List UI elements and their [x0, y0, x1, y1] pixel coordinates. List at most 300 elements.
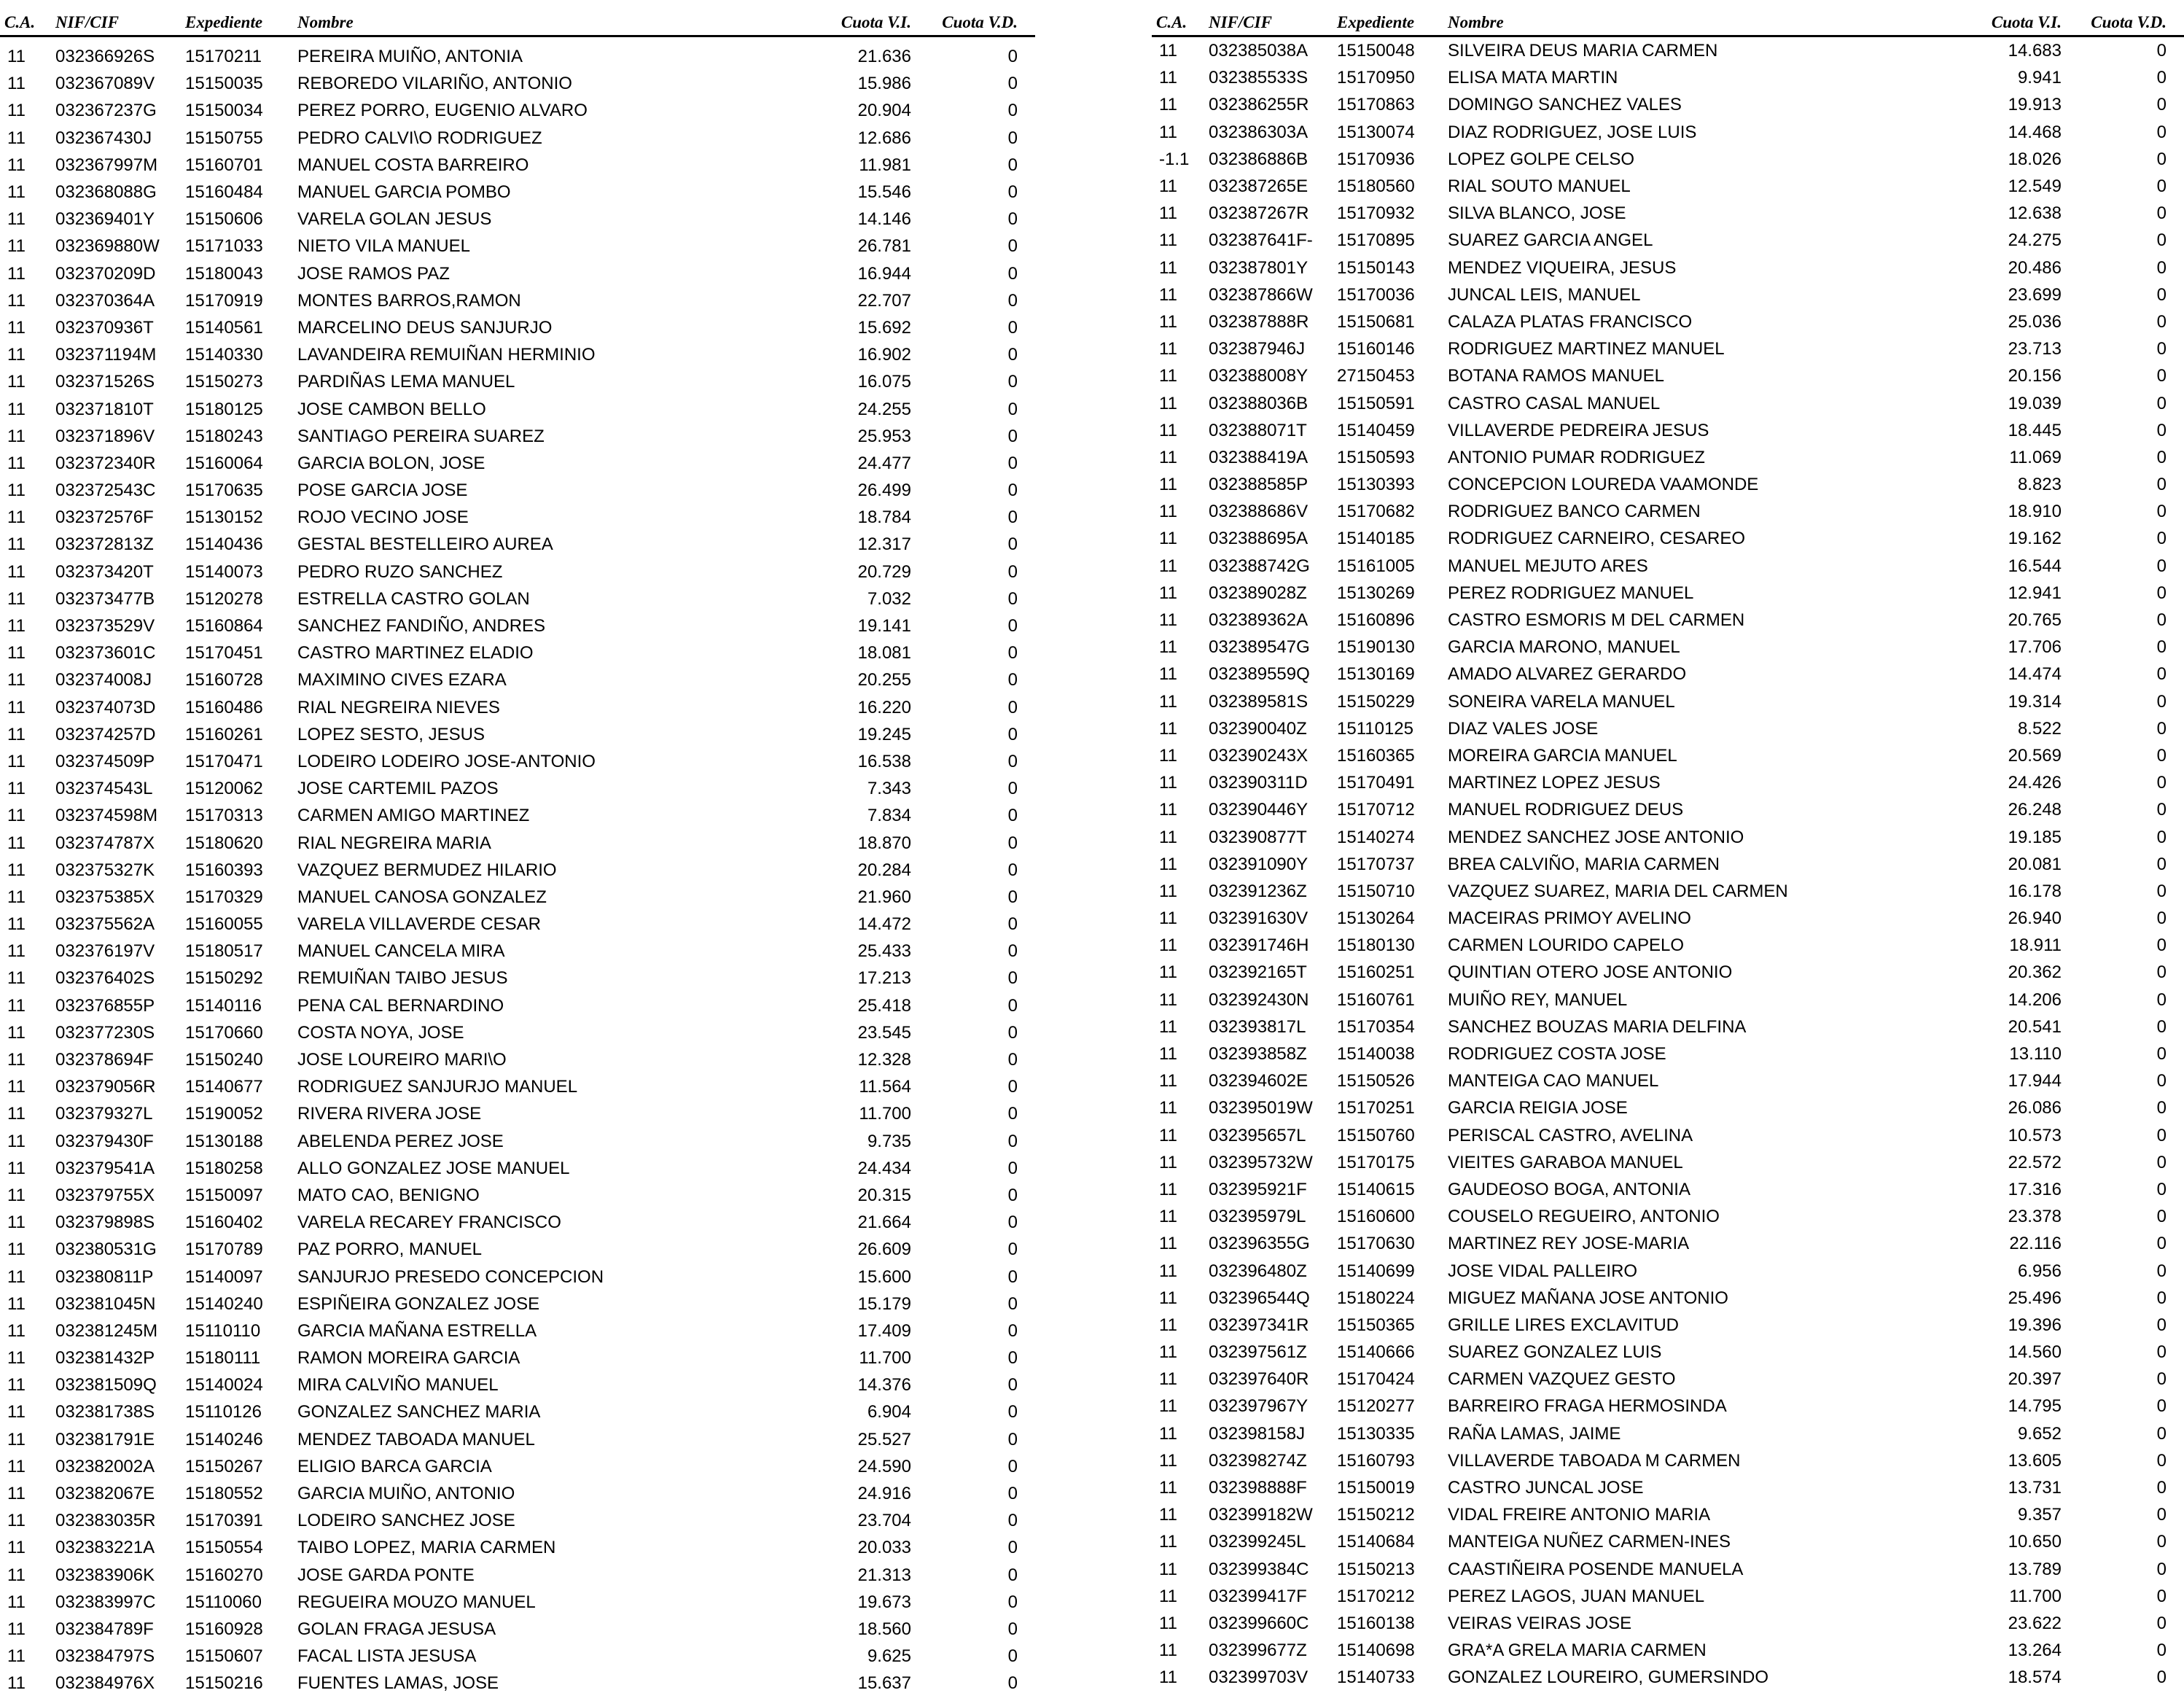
cell-nombre: PEDRO CALVI\O RODRIGUEZ: [297, 128, 542, 148]
cell-cuota-vd: 0: [1007, 643, 1018, 663]
cell-cuota-vd: 0: [2156, 1586, 2167, 1606]
cell-nif: 032375327K: [55, 860, 155, 880]
cell-cuota-vd: 0: [1007, 588, 1018, 609]
cell-ca: 11: [7, 1022, 26, 1043]
table-row: [0, 884, 1035, 911]
cell-expediente: 15170635: [185, 480, 263, 501]
cell-cuota-vd: 0: [1007, 1592, 1018, 1612]
table-row: [0, 1426, 1035, 1453]
cell-cuota-vi: 17.409: [857, 1320, 911, 1341]
cell-nombre: DIAZ VALES JOSE: [1448, 718, 1599, 739]
cell-nombre: SILVEIRA DEUS MARIA CARMEN: [1448, 41, 1718, 61]
cell-cuota-vi: 25.433: [857, 941, 911, 962]
table-row: [0, 992, 1035, 1019]
cell-cuota-vd: 0: [1007, 209, 1018, 230]
cell-nif: 032388419A: [1209, 447, 1309, 467]
cell-cuota-vi: 19.245: [857, 724, 911, 744]
cell-cuota-vi: 13.731: [2008, 1478, 2062, 1498]
cell-cuota-vi: 24.916: [857, 1484, 911, 1504]
table-row: [0, 775, 1035, 802]
cell-cuota-vi: 19.141: [857, 616, 911, 637]
cell-cuota-vd: 0: [2156, 149, 2167, 169]
table-row: [1152, 1067, 2184, 1094]
cell-cuota-vd: 0: [2156, 1315, 2167, 1335]
cell-cuota-vi: 12.686: [857, 128, 911, 148]
table-row: [0, 1046, 1035, 1073]
cell-cuota-vi: 20.315: [857, 1185, 911, 1205]
table-row: [0, 1480, 1035, 1507]
table-row: [1152, 1664, 2184, 1691]
right-table-body: [1152, 36, 2184, 1692]
cell-expediente: 15180243: [185, 426, 263, 446]
cell-expediente: 15170251: [1337, 1098, 1415, 1118]
cell-nif: 032390311D: [1209, 773, 1308, 793]
cell-cuota-vi: 20.284: [857, 860, 911, 880]
cell-cuota-vi: 11.700: [859, 1348, 911, 1369]
table-row: [0, 287, 1035, 314]
cell-nombre: VAZQUEZ BERMUDEZ HILARIO: [297, 860, 557, 880]
cell-cuota-vi: 19.673: [857, 1592, 911, 1612]
cell-nif: 032391090Y: [1209, 854, 1309, 874]
cell-cuota-vi: 25.418: [857, 995, 911, 1016]
cell-cuota-vi: 15.637: [857, 1673, 911, 1694]
cell-nif: 032372576F: [55, 507, 154, 528]
cell-ca: 11: [1159, 664, 1177, 685]
cell-expediente: 15150019: [1337, 1478, 1415, 1498]
cell-nif: 032383221A: [55, 1538, 155, 1558]
cell-cuota-vd: 0: [1007, 1158, 1018, 1178]
cell-ca: 11: [1159, 1559, 1177, 1579]
cell-expediente: 15150034: [185, 101, 263, 121]
cell-nombre: REBOREDO VILARIÑO, ANTONIO: [297, 74, 572, 94]
cell-cuota-vd: 0: [1007, 1213, 1018, 1233]
cell-nif: 032388036B: [1209, 393, 1309, 413]
cell-nif: 032371526S: [55, 372, 155, 392]
table-row: [1152, 959, 2184, 986]
cell-ca: 11: [1159, 1396, 1177, 1417]
cell-nombre: CASTRO MARTINEZ ELADIO: [297, 643, 534, 663]
cell-nombre: DIAZ RODRIGUEZ, JOSE LUIS: [1448, 122, 1697, 142]
table-row: [1152, 580, 2184, 607]
cell-nombre: ABELENDA PEREZ JOSE: [297, 1131, 504, 1151]
cell-ca: 11: [7, 1320, 26, 1341]
cell-cuota-vd: 0: [1007, 47, 1018, 67]
cell-cuota-vi: 25.036: [2008, 311, 2062, 332]
cell-ca: 11: [7, 155, 26, 175]
cell-cuota-vd: 0: [2156, 311, 2167, 332]
cell-cuota-vd: 0: [2156, 1152, 2167, 1172]
right-panel: [1152, 0, 2184, 1691]
cell-nif: 032399182W: [1209, 1505, 1313, 1525]
cell-expediente: 15160055: [185, 914, 263, 935]
cell-cuota-vi: 16.178: [2008, 881, 2062, 901]
table-row: [1152, 498, 2184, 525]
cell-cuota-vd: 0: [1007, 345, 1018, 365]
cell-cuota-vd: 0: [1007, 995, 1018, 1016]
cell-cuota-vi: 26.609: [857, 1239, 911, 1260]
cell-nombre: GARCIA MARONO, MANUEL: [1448, 637, 1680, 658]
table-row: [0, 70, 1035, 97]
cell-nif: 032396544Q: [1209, 1288, 1310, 1308]
cell-cuota-vi: 12.941: [2008, 583, 2062, 603]
cell-ca: 11: [7, 101, 26, 121]
cell-expediente: 15160864: [185, 616, 263, 637]
cell-nif: 032383997C: [55, 1592, 156, 1612]
cell-cuota-vd: 0: [1007, 507, 1018, 528]
cell-nombre: RODRIGUEZ COSTA JOSE: [1448, 1044, 1666, 1064]
cell-ca: 11: [7, 941, 26, 962]
cell-expediente: 15170919: [185, 290, 263, 311]
cell-expediente: 15150606: [185, 209, 263, 230]
cell-cuota-vi: 9.652: [2017, 1423, 2062, 1444]
table-row: [1152, 986, 2184, 1013]
cell-ca: 11: [1159, 718, 1177, 739]
cell-ca: 11: [1159, 1450, 1177, 1471]
cell-expediente: 15170737: [1337, 854, 1415, 874]
cell-nif: 032372813Z: [55, 534, 154, 555]
cell-nif: 032369401Y: [55, 209, 155, 230]
cell-nif: 032370209D: [55, 263, 156, 284]
cell-ca: 11: [7, 1185, 26, 1205]
cell-ca: 11: [1159, 366, 1177, 386]
cell-ca: 11: [1159, 1071, 1177, 1091]
cell-cuota-vi: 16.220: [857, 697, 911, 717]
cell-nombre: ESPIÑEIRA GONZALEZ JOSE: [297, 1293, 540, 1314]
cell-ca: 11: [1159, 1098, 1177, 1118]
left-table-body: [0, 36, 1035, 1692]
cell-cuota-vd: 0: [1007, 1293, 1018, 1314]
table-row: [1152, 661, 2184, 688]
cell-ca: 11: [7, 1646, 26, 1667]
cell-nombre: ANTONIO PUMAR RODRIGUEZ: [1448, 447, 1705, 467]
cell-expediente: 15130188: [185, 1131, 263, 1151]
cell-cuota-vi: 20.904: [857, 101, 911, 121]
cell-ca: 11: [1159, 1423, 1177, 1444]
cell-nombre: JOSE CAMBON BELLO: [297, 399, 486, 419]
cell-expediente: 15160393: [185, 860, 263, 880]
cell-nif: 032399703V: [1209, 1667, 1309, 1688]
cell-cuota-vd: 0: [1007, 453, 1018, 473]
cell-cuota-vi: 13.605: [2008, 1450, 2062, 1471]
cell-cuota-vd: 0: [2156, 1559, 2167, 1579]
cell-cuota-vd: 0: [2156, 1288, 2167, 1308]
cell-nif: 032398274Z: [1209, 1450, 1307, 1471]
cell-cuota-vi: 24.426: [2008, 773, 2062, 793]
cell-ca: 11: [7, 534, 26, 555]
cell-cuota-vd: 0: [2156, 284, 2167, 305]
cell-cuota-vi: 20.397: [2008, 1369, 2062, 1390]
cell-expediente: 15140097: [185, 1266, 263, 1287]
header-nombre: Nombre: [1448, 13, 1504, 31]
cell-ca: 11: [1159, 1315, 1177, 1335]
cell-nombre: MENDEZ VIQUEIRA, JESUS: [1448, 257, 1677, 278]
cell-cuota-vd: 0: [2156, 257, 2167, 278]
table-row: [1152, 254, 2184, 281]
cell-cuota-vi: 6.956: [2017, 1261, 2062, 1281]
cell-expediente: 15140684: [1337, 1532, 1415, 1552]
table-row: [1152, 1583, 2184, 1610]
cell-expediente: 15160761: [1337, 989, 1415, 1010]
cell-cuota-vi: 21.636: [857, 47, 911, 67]
cell-nombre: REGUEIRA MOUZO MANUEL: [297, 1592, 536, 1612]
table-row: [0, 1019, 1035, 1046]
cell-cuota-vi: 18.445: [2008, 420, 2062, 440]
table-row: [1152, 796, 2184, 823]
cell-ca: 11: [7, 806, 26, 826]
cell-nombre: GONZALEZ LOUREIRO, GUMERSINDO: [1448, 1667, 1769, 1688]
table-row: [0, 666, 1035, 693]
cell-nombre: PENA CAL BERNARDINO: [297, 995, 504, 1016]
cell-cuota-vi: 13.789: [2008, 1559, 2062, 1579]
cell-ca: 11: [1159, 1586, 1177, 1606]
cell-cuota-vd: 0: [1007, 1673, 1018, 1694]
cell-nombre: CASTRO CASAL MANUEL: [1448, 393, 1661, 413]
cell-ca: 11: [1159, 610, 1177, 631]
cell-cuota-vd: 0: [2156, 1396, 2167, 1417]
table-row: [0, 260, 1035, 287]
cell-ca: 11: [7, 345, 26, 365]
cell-cuota-vd: 0: [1007, 806, 1018, 826]
cell-nombre: PEREZ RODRIGUEZ MANUEL: [1448, 583, 1694, 603]
left-table: [0, 0, 1035, 1694]
cell-cuota-vd: 0: [2156, 1505, 2167, 1525]
cell-cuota-vi: 15.692: [857, 317, 911, 338]
cell-ca: 11: [1159, 502, 1177, 522]
cell-nombre: RAMON MOREIRA GARCIA: [297, 1348, 520, 1369]
cell-nif: 032390243X: [1209, 745, 1309, 766]
cell-nif: 032397967Y: [1209, 1396, 1309, 1417]
cell-cuota-vd: 0: [1007, 833, 1018, 853]
cell-nif: 032373420T: [55, 561, 154, 582]
cell-cuota-vd: 0: [1007, 399, 1018, 419]
cell-cuota-vd: 0: [2156, 529, 2167, 549]
cell-nif: 032387888R: [1209, 311, 1309, 332]
cell-nif: 032371896V: [55, 426, 155, 446]
table-row: [1152, 742, 2184, 769]
cell-cuota-vi: 19.039: [2008, 393, 2062, 413]
cell-cuota-vd: 0: [1007, 941, 1018, 962]
header-ca: C.A.: [4, 13, 36, 31]
cell-cuota-vi: 23.699: [2008, 284, 2062, 305]
cell-nif: 032379541A: [55, 1158, 155, 1178]
cell-nombre: FUENTES LAMAS, JOSE: [297, 1673, 499, 1694]
cell-cuota-vd: 0: [2156, 1044, 2167, 1064]
cell-expediente: 15170630: [1337, 1234, 1415, 1254]
cell-cuota-vi: 23.378: [2008, 1207, 2062, 1227]
cell-cuota-vd: 0: [2156, 475, 2167, 495]
cell-expediente: 15140733: [1337, 1667, 1415, 1688]
cell-nif: 032391630V: [1209, 908, 1309, 929]
cell-nif: 032374543L: [55, 779, 153, 799]
cell-cuota-vi: 19.185: [2008, 827, 2062, 847]
cell-cuota-vi: 12.638: [2008, 203, 2062, 224]
cell-expediente: 15160270: [185, 1565, 263, 1585]
cell-nombre: MENDEZ TABOADA MANUEL: [297, 1429, 535, 1449]
cell-ca: 11: [1159, 284, 1177, 305]
cell-ca: 11: [1159, 556, 1177, 576]
cell-nif: 032395019W: [1209, 1098, 1313, 1118]
cell-cuota-vi: 15.546: [857, 182, 911, 203]
cell-expediente: 15130269: [1337, 583, 1415, 603]
cell-cuota-vi: 12.328: [857, 1050, 911, 1070]
cell-nombre: ELISA MATA MARTIN: [1448, 68, 1618, 88]
cell-ca: 11: [1159, 1288, 1177, 1308]
cell-nombre: MANUEL GARCIA POMBO: [297, 182, 511, 203]
cell-expediente: 15170712: [1337, 800, 1415, 820]
cell-cuota-vd: 0: [1007, 1484, 1018, 1504]
cell-cuota-vi: 13.264: [2008, 1640, 2062, 1661]
cell-nif: 032374008J: [55, 670, 152, 690]
header-cuota-vi: Cuota V.I.: [1991, 13, 2062, 31]
cell-nombre: MANTEIGA CAO MANUEL: [1448, 1071, 1659, 1091]
cell-ca: 11: [1159, 257, 1177, 278]
cell-nombre: JOSE RAMOS PAZ: [297, 263, 450, 284]
cell-nombre: JOSE VIDAL PALLEIRO: [1448, 1261, 1638, 1281]
cell-nif: 032398158J: [1209, 1423, 1306, 1444]
table-row: [1152, 1013, 2184, 1040]
cell-nif: 032389559Q: [1209, 664, 1310, 685]
cell-cuota-vi: 23.545: [857, 1022, 911, 1043]
table-row: [0, 938, 1035, 965]
cell-nombre: GESTAL BESTELLEIRO AUREA: [297, 534, 553, 555]
cell-nombre: RIAL NEGREIRA MARIA: [297, 833, 491, 853]
cell-cuota-vi: 21.664: [857, 1213, 911, 1233]
cell-expediente: 15170424: [1337, 1369, 1415, 1390]
cell-cuota-vi: 26.940: [2008, 908, 2062, 929]
table-row: [1152, 1501, 2184, 1528]
cell-ca: 11: [7, 724, 26, 744]
cell-ca: 11: [7, 453, 26, 473]
cell-expediente: 15170329: [185, 887, 263, 907]
cell-expediente: 15180620: [185, 833, 263, 853]
cell-nif: 032367430J: [55, 128, 152, 148]
cell-expediente: 15170491: [1337, 773, 1415, 793]
table-row: [0, 1236, 1035, 1263]
cell-cuota-vd: 0: [2156, 773, 2167, 793]
cell-nif: 032376402S: [55, 968, 155, 989]
cell-cuota-vi: 9.941: [2017, 68, 2062, 88]
cell-ca: 11: [7, 399, 26, 419]
cell-cuota-vi: 11.564: [859, 1077, 911, 1097]
table-row: [1152, 1556, 2184, 1583]
cell-cuota-vi: 7.032: [867, 588, 911, 609]
cell-ca: 11: [1159, 176, 1177, 197]
cell-ca: 11: [1159, 393, 1177, 413]
cell-nif: 032386886B: [1209, 149, 1309, 169]
cell-cuota-vd: 0: [2156, 610, 2167, 631]
cell-nombre: JOSE LOUREIRO MARI\O: [297, 1050, 507, 1070]
table-row: [1152, 1094, 2184, 1121]
cell-cuota-vd: 0: [1007, 914, 1018, 935]
cell-nombre: BOTANA RAMOS MANUEL: [1448, 366, 1664, 386]
cell-expediente: 15170932: [1337, 203, 1415, 224]
table-row: [1152, 1176, 2184, 1203]
cell-ca: 11: [1159, 475, 1177, 495]
cell-expediente: 15140666: [1337, 1342, 1415, 1363]
table-row: [0, 97, 1035, 124]
cell-nombre: FACAL LISTA JESUSA: [297, 1646, 477, 1667]
cell-ca: 11: [7, 182, 26, 203]
cell-nif: 032388071T: [1209, 420, 1307, 440]
cell-expediente: 15140240: [185, 1293, 263, 1314]
cell-ca: 11: [7, 751, 26, 771]
cell-cuota-vi: 22.707: [857, 290, 911, 311]
cell-cuota-vd: 0: [2156, 68, 2167, 88]
table-row: [1152, 36, 2184, 65]
cell-ca: 11: [7, 1131, 26, 1151]
cell-ca: 11: [1159, 420, 1177, 440]
table-row: [0, 721, 1035, 748]
cell-nif: 032387946J: [1209, 339, 1306, 359]
cell-ca: 11: [1159, 881, 1177, 901]
cell-nif: 032377230S: [55, 1022, 155, 1043]
cell-expediente: 15160064: [185, 453, 263, 473]
cell-cuota-vd: 0: [1007, 372, 1018, 392]
cell-cuota-vd: 0: [2156, 1613, 2167, 1633]
cell-nombre: DOMINGO SANCHEZ VALES: [1448, 95, 1682, 115]
cell-cuota-vd: 0: [1007, 534, 1018, 555]
cell-ca: 11: [1159, 854, 1177, 874]
table-row: [0, 1182, 1035, 1209]
cell-expediente: 15160701: [185, 155, 263, 175]
cell-cuota-vd: 0: [1007, 74, 1018, 94]
table-row: [0, 585, 1035, 612]
cell-expediente: 15110060: [185, 1592, 262, 1612]
cell-nombre: CARMEN AMIGO MARTINEZ: [297, 806, 530, 826]
cell-ca: 11: [1159, 691, 1177, 712]
cell-ca: 11: [7, 697, 26, 717]
cell-nif: 032378694F: [55, 1050, 154, 1070]
cell-nif: 032375562A: [55, 914, 155, 935]
table-row: [0, 1155, 1035, 1182]
table-row: [1152, 878, 2184, 905]
cell-ca: 11: [1159, 122, 1177, 142]
cell-ca: 11: [7, 480, 26, 501]
cell-cuota-vd: 0: [1007, 155, 1018, 175]
cell-cuota-vi: 20.486: [2008, 257, 2062, 278]
table-row: [0, 612, 1035, 639]
table-row: [0, 748, 1035, 775]
table-row: [1152, 1122, 2184, 1149]
cell-cuota-vd: 0: [2156, 1369, 2167, 1390]
cell-nombre: PEDRO RUZO SANCHEZ: [297, 561, 503, 582]
table-row: [1152, 1040, 2184, 1067]
cell-cuota-vd: 0: [2156, 420, 2167, 440]
table-row: [0, 1398, 1035, 1425]
cell-expediente: 15140699: [1337, 1261, 1415, 1281]
cell-cuota-vi: 14.376: [857, 1375, 911, 1396]
cell-nombre: VARELA VILLAVERDE CESAR: [297, 914, 541, 935]
table-row: [0, 802, 1035, 829]
cell-nif: 032370364A: [55, 290, 155, 311]
table-row: [0, 639, 1035, 666]
cell-cuota-vd: 0: [1007, 182, 1018, 203]
cell-expediente: 15170212: [1337, 1586, 1415, 1606]
cell-nif: 032399417F: [1209, 1586, 1307, 1606]
cell-ca: 11: [1159, 1234, 1177, 1254]
table-row: [1152, 91, 2184, 118]
cell-expediente: 15160402: [185, 1213, 263, 1233]
cell-ca: 11: [1159, 935, 1177, 956]
cell-nif: 032388008Y: [1209, 366, 1309, 386]
cell-cuota-vd: 0: [2156, 1016, 2167, 1037]
cell-nombre: MUIÑO REY, MANUEL: [1448, 989, 1628, 1010]
table-row: [1152, 1474, 2184, 1501]
cell-cuota-vd: 0: [1007, 1050, 1018, 1070]
cell-cuota-vd: 0: [1007, 1022, 1018, 1043]
cell-cuota-vi: 7.343: [867, 779, 911, 799]
cell-cuota-vd: 0: [2156, 935, 2167, 956]
